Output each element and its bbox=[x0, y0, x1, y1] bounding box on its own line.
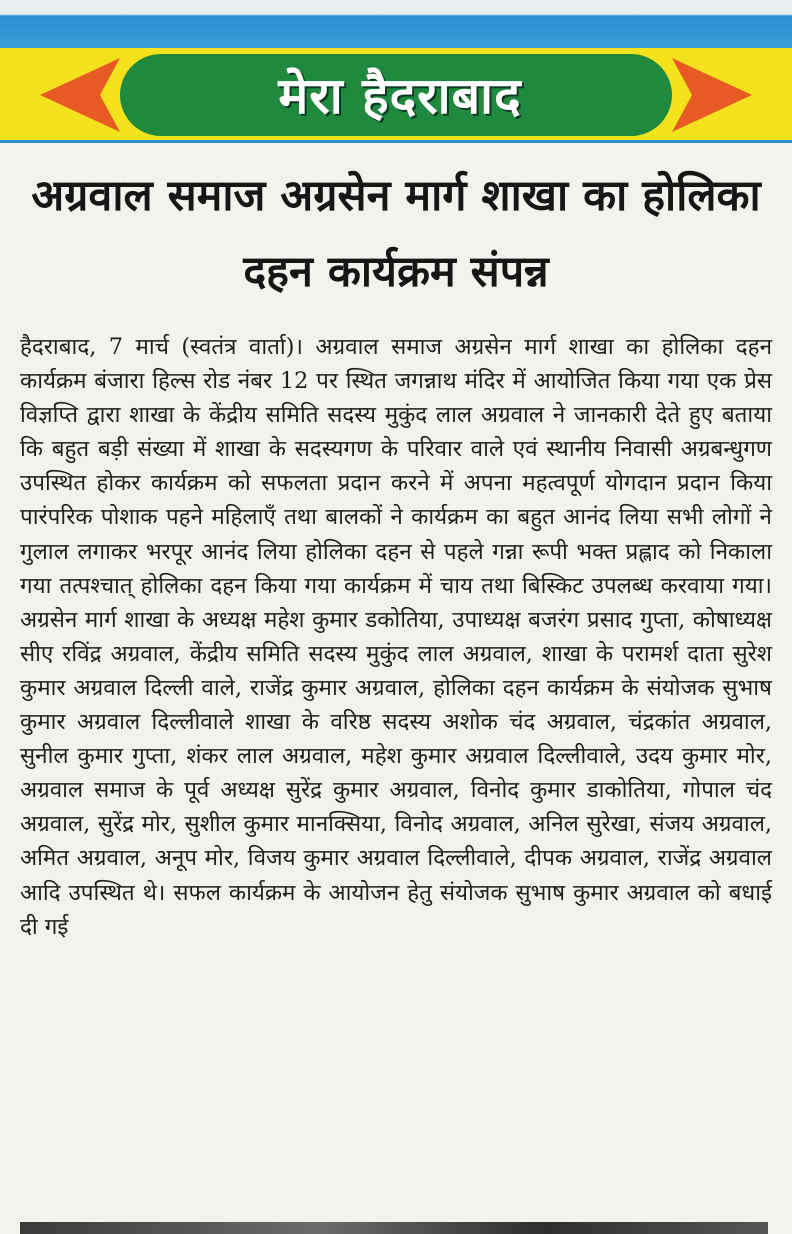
top-color-strip bbox=[0, 0, 792, 48]
photo-edge bbox=[20, 1222, 768, 1234]
section-title: मेरा हैदराबाद bbox=[278, 67, 522, 125]
section-banner bbox=[0, 48, 792, 142]
article-body: हैदराबाद, 7 मार्च (स्वतंत्र वार्ता)। अग्रवाल समाज अग्रसेन मार्ग शाखा का होलिका दहन कार्यक्रम बंजारा हिल्स रोड नंबर 12 पर स्थित जगन्नाथ मंदिर में आयोजित किया गया एक प्रेस विज्ञप्ति द्वारा शाखा के केंद्रीय समिति सदस्य मुकुंद लाल अग्रवाल ने जानकारी देते हुए बताया कि बहुत बड़ी संख्या में शाखा के सदस्यगण के परिवार वाले एवं स्थानीय निवासी अग्रबन्धुगण उपस्थित होकर कार्यक्रम को सफलता प्रदान करने में अपना महत्वपूर्ण योगदान प्रदान किया पारंपरिक पोशाक पहने महिलाएँ तथा बालकों ने कार्यक्रम का बहुत आनंद लिया सभी लोगों ने गुलाल लगाकर भरपूर आनंद लिया होलिका दहन से पहले गन्ना रूपी भक्त प्रह्लाद को निकाला गया तत्पश्चात् होलिका दहन किया गया कार्यक्रम में चाय तथा बिस्किट उपलब्ध करवाया गया। अग्रसेन मार्ग शाखा के अध्यक्ष महेश कुमार डकोतिया, उपाध्यक्ष बजरंग प्रसाद गुप्ता, कोषाध्यक्ष सीए रविंद्र अग्रवाल, केंद्रीय समिति सदस्य मुकुंद लाल अग्रवाल, शाखा के परामर्श दाता सुरेश कुमार अग्रवाल दिल्ली वाले, राजेंद्र कुमार अग्रवाल, होलिका दहन कार्यक्रम के संयोजक सुभाष कुमार अग्रवाल दिल्लीवाले शाखा के वरिष्ठ सदस्य अशोक चंद अग्रवाल, चंद्रकांत अग्रवाल, सुनील कुमार गुप्ता, शंकर लाल अग्रवाल, महेश कुमार अग्रवाल दिल्लीवाले, उदय कुमार मोर, अग्रवाल समाज के पूर्व अध्यक्ष सुरेंद्र कुमार अग्रवाल, विनोद कुमार डाकोतिया, गोपाल चंद अग्रवाल, सुरेंद्र मोर, सुशील कुमार मानक्सिया, विनोद अग्रवाल, अनिल सुरेखा, संजय अग्रवाल, अमित अग्रवाल, अनूप मोर, विजय कुमार अग्रवाल दिल्लीवाले, दीपक अग्रवाल, राजेंद्र अग्रवाल आदि उपस्थित थे। सफल कार्यक्रम के आयोजन हेतु संयोजक सुभाष कुमार अग्रवाल को बधाई दी गई bbox=[20, 334, 772, 940]
right-arrow-ornament bbox=[672, 58, 752, 132]
banner-bottom-line bbox=[0, 140, 792, 143]
headline: अग्रवाल समाज अग्रसेन मार्ग शाखा का होलिका दहन कार्यक्रम संपन्न bbox=[31, 171, 761, 297]
left-arrow-ornament bbox=[40, 58, 120, 132]
